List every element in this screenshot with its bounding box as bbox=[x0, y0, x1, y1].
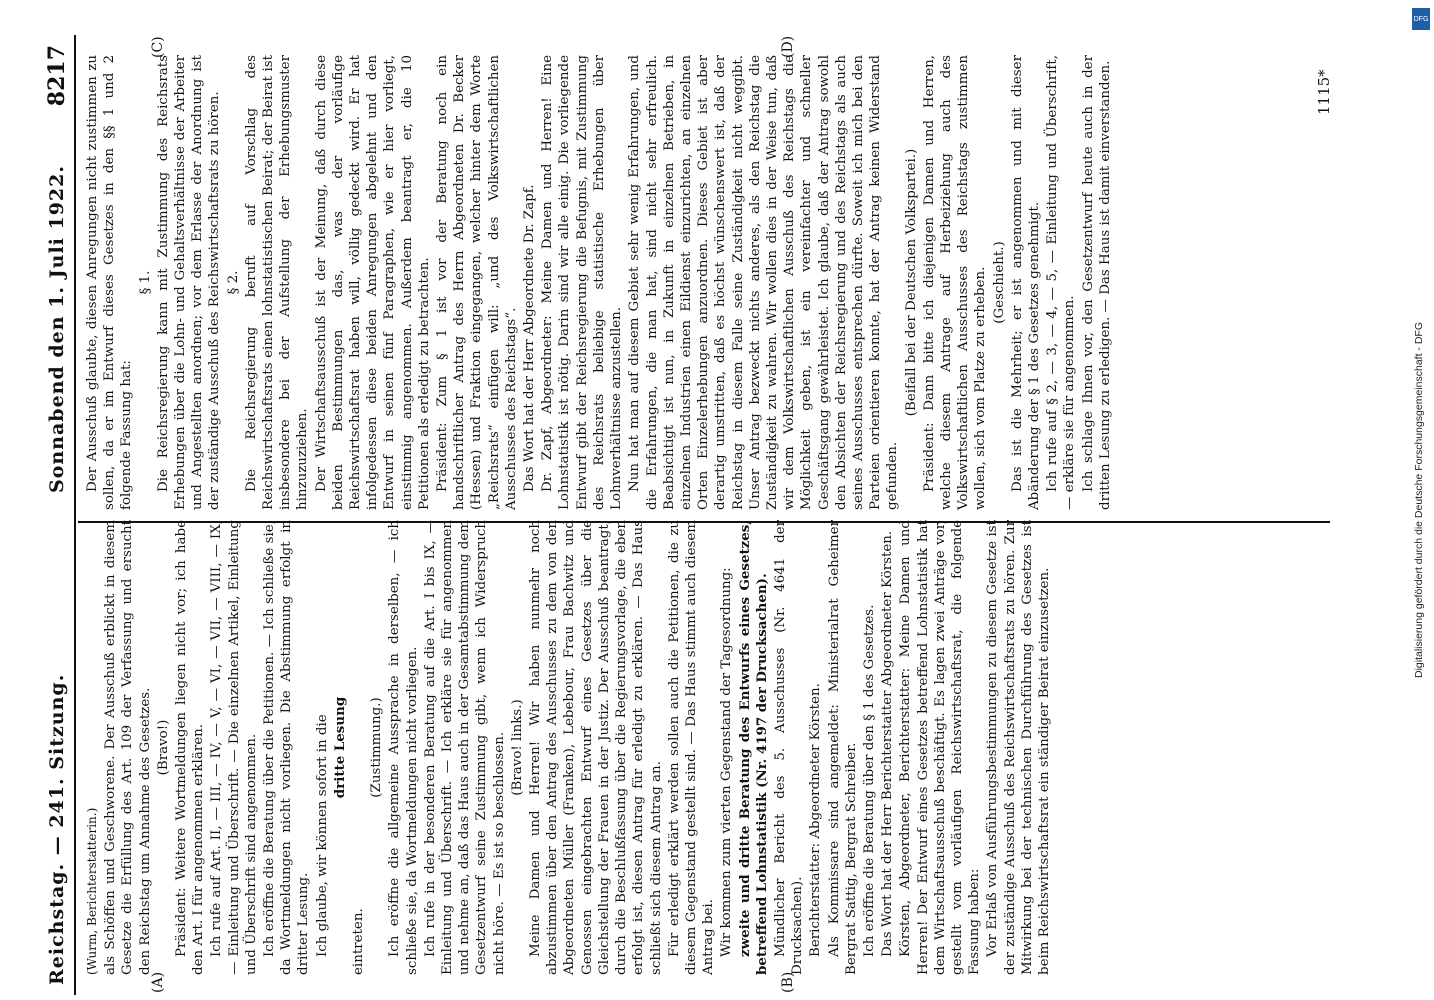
right-column bbox=[84, 55, 1320, 510]
margin-marker-a: (A) bbox=[150, 971, 166, 993]
paragraph: Ich schlage Ihnen vor, den Gesetzentwurf heute auch in der dritten Lesung zu erledigen. — Das Haus ist damit einverstanden. bbox=[1080, 55, 1113, 510]
digitization-credit bbox=[1408, 10, 1430, 990]
paragraph: Als Kommissare sind angemeldet: Ministerialrat Geheimer Bergrat Sattig, Bergrat Schreiber. bbox=[826, 520, 859, 975]
interjection: (Beifall bei der Deutschen Volkspartei.) bbox=[903, 148, 919, 417]
paragraph: Präsident: Weitere Wortmeldungen liegen nicht vor; ich habe den Art. I für angenommen erklären. bbox=[174, 520, 207, 975]
paragraph: eintreten. bbox=[351, 908, 367, 975]
paragraph: Das ist die Mehrheit; er ist angenommen und mit dieser Abänderung der § 1 des Gesetzes genehmigt. bbox=[1009, 55, 1042, 510]
paragraph: Präsident: Zum § 1 ist vor der Beratung noch ein handschriftlicher Antrag des Herrn Abgeordneten Dr. Becker (Hessen) und Fraktion eingegangen, welcher hinter dem Worte „Reichsrats“ einfügen will: „und des Volkswirtschaftlichen Ausschusses des Reichstags“. bbox=[435, 55, 519, 510]
paragraph: als Schöffen und Geschworene. Der Ausschuß erblickt in diesem Gesetze die Erfüllung des Art. 109 der Verfassung und ersucht den Reichstag um Annahme des Gesetzes. bbox=[103, 520, 153, 975]
margin-marker-b: (B) bbox=[780, 971, 796, 993]
running-header bbox=[40, 35, 76, 995]
document-page bbox=[40, 35, 1340, 995]
paragraph: Für erledigt erklärt werden sollen auch die Petitionen, die zu diesem Gegenstand gestellt sind. — Das Haus stimmt auch diesem Antrag bei. bbox=[666, 520, 717, 975]
paragraph: Das Wort hat der Herr Berichterstatter Abgeordneter Körsten. bbox=[880, 530, 896, 957]
interjection: (Geschieht.) bbox=[991, 241, 1007, 324]
header-right: Sonnabend den 1. Juli 1922. bbox=[46, 165, 68, 494]
sheet-signature: 1115* bbox=[1315, 69, 1333, 115]
interjection: (Zustimmung.) bbox=[369, 697, 385, 798]
dfg-logo-icon: DFG bbox=[1412, 8, 1430, 30]
credit-text: Digitalisierung gefördert durch die Deutsche Forschungsgemeinschaft - DFG bbox=[1413, 321, 1425, 679]
paragraph: Dr. Zapf, Abgeordneter: Meine Damen und Herren! Eine Lohnstatistik ist nötig. Darin sind wir alle einig. Die vorliegende Entwurf gibt der Reichsregierung die Befugnis, mit Zustimmung des Reichsrats beliebige statistische Erhebungen über Lohnverhältnisse anzustellen. bbox=[540, 55, 625, 510]
section-number: § 1. bbox=[137, 270, 153, 295]
section-heading: dritte Lesung bbox=[331, 696, 348, 799]
page-number: 8217 bbox=[44, 45, 70, 107]
section-number: § 2. bbox=[225, 270, 241, 295]
paragraph: Die Reichsregierung kann mit Zustimmung des Reichsrats Erhebungen über die Lohn- und Gehaltsverhältnisse der Arbeiter und Angestellten anordnen; vor dem Erlasse der Anordnung ist der zuständige Ausschuß des Reichswirtschaftsrats zu hören. bbox=[155, 55, 223, 510]
paragraph: Ich eröffne die Beratung über die Petitionen. — Ich schließe sie, da Wortmeldungen nicht vorliegen. Die Abstimmung erfolgt in dritter Lesung. bbox=[262, 520, 312, 975]
paragraph: Ich glaube, wir können sofort in die bbox=[314, 714, 330, 957]
paragraph: Präsident: Dann bitte ich diejenigen Damen und Herren, welche diesem Antrage auf Herbeiziehung auch des Volkswirtschaftlichen Ausschusses des Reichstags zustimmen wollen, sich vom Platze zu erheben. bbox=[921, 55, 989, 510]
paragraph: Meine Damen und Herren! Wir haben nunmehr noch abzustimmen über den Antrag des Ausschusses zu dem von den Abgeordneten Müller (Franken), Lebebour, Frau Bachwitz und Genossen eingebrachten Entwurf eines Gesetzes über die Gleichstellung der Frauen in der Justiz. Der Ausschuß beantragt, durch die Beschlußfassung über die Regierungsvorlage, die eben erfolgt ist, diesen Antrag für erledigt zu erklären. — Das Haus schließt sich diesem Antrag an. bbox=[528, 520, 664, 975]
paragraph: Ich rufe auf Art. II, — III, — IV, — V, — VI, — VII, — VIII, — IX, — Einleitung und Überschrift. — Die einzelnen Artikel, Einleitung und Überschrift sind angenommen. bbox=[209, 520, 259, 975]
paragraph: Körsten, Abgeordneter, Berichterstatter: Meine Damen und Herren! Der Entwurf eines Gesetzes betreffend Lohnstatistik hat dem Wirtschaftsausschuß beschäftigt. Es lagen zwei Anträge vor, gestellt vom vorläufigen Reichswirtschaftsrat, die folgende Fassung haben: bbox=[898, 520, 983, 975]
interjection: (Bravo! links.) bbox=[509, 699, 525, 796]
paragraph: Ich rufe in der besonderen Beratung auf die Art. I bis IX, — Einleitung und Überschrift. — Ich erkläre sie für angenommen und nehme an, daß das Haus auch in der Gesamtabstimmung dem Gesetzentwurf seine Zustimmung gibt, wenn ich Widerspruch nicht höre. — Es ist so beschlossen. bbox=[422, 520, 507, 975]
paragraph: Mündlicher Bericht des 5. Ausschusses (Nr. 4641 der Drucksachen). bbox=[772, 520, 806, 975]
left-column bbox=[84, 520, 1320, 975]
paragraph: Der Wirtschaftsausschuß ist der Meinung, daß durch diese beiden Bestimmungen das, was der vorläufige Reichswirtschaftsrat haben will, völlig gedeckt wird. Er hat infolgedessen diese beiden Anregungen abgelehnt und den Entwurf in seinen fünf Paragraphen, wie er hier vorliegt, einstimmig angenommen. Außerdem beantragt er, die 10 Petitionen als erledigt zu betrachten. bbox=[313, 55, 432, 510]
paragraph: Ich eröffne die Beratung über den § 1 des Gesetzes. bbox=[861, 604, 877, 957]
paragraph: Nun hat man auf diesem Gebiet sehr wenig Erfahrungen, und die Erfahrungen, die man hat, sind nicht sehr erfreulich. Beabsichtigt ist nun, in Zukunft in einzelnen Betrieben, in einzelnen Industrien einen Eildienst einzurichten, an einzelnen Orten Einzelerhebungen anzuordnen. Dieses Gebiet ist aber derartig umstritten, daß es höchst wünschenswert ist, daß der Reichstag in diesem Falle seine Zuständigkeit nicht weggibt. Unser Antrag bezweckt nichts anderes, als den Reichstag die Zuständigkeit zu wahren. Wir wollen dies in der Weise tun, daß wir dem Volkswirtschaftlichen Ausschuß des Reichstags die Möglichkeit geben, ist ein vereinfachter und schneller Geschäftsgang gewährleistet. Ich glaube, daß der Antrag sowohl den Absichten der Reichsregierung und des Reichstags als auch seines Ausschusses entsprechen dürfte. Soweit ich mich bei den Parteien orientieren konnte, hat der Antrag keinen Widerstand gefunden. bbox=[627, 55, 901, 510]
rotated-page bbox=[40, 35, 1340, 995]
paragraph: Die Reichsregierung beruft auf Vorschlag des Reichswirtschaftsrats einen lohnstatistischen Beirat; der Beirat ist insbesondere bei der Aufstellung der Erhebungsmuster hinzuzuziehen. bbox=[243, 55, 311, 510]
interjection: (Bravo!) bbox=[155, 719, 171, 776]
paragraph: Ich rufe auf § 2, — 3, — 4, — 5, — Einleitung und Überschrift, — erkläre sie für angenommen. bbox=[1045, 55, 1078, 510]
paragraph: Wir kommen zum vierten Gegenstand der Tagesordnung: bbox=[719, 567, 735, 957]
margin-marker-d: (D) bbox=[780, 35, 796, 58]
paragraph: Der Ausschuß glaubte, diesen Anregungen nicht zustimmen zu sollen, da er im Entwurf dieses Gesetzes in den §§ 1 und 2 folgende Fassung hat: bbox=[85, 55, 135, 510]
agenda-item: zweite und dritte Beratung des Entwurfs eines Gesetzes, betreffend Lohnstatistik (Nr. 4197 der Drucksachen). bbox=[736, 520, 770, 975]
header-left: Reichstag. — 241. Sitzung. bbox=[46, 673, 68, 985]
paragraph: Berichterstatter: Abgeordneter Körsten. bbox=[808, 683, 824, 957]
margin-marker-c: (C) bbox=[150, 36, 166, 58]
paragraph: Vor Erlaß von Ausführungsbestimmungen zu diesem Gesetze ist der zuständige Ausschuß des Reichswirtschaftsrats zu hören. Zur Mitwirkung bei der technischen Durchführung des Gesetzes ist beim Reichswirtschaftsrat ein ständiger Beirat einzusetzen. bbox=[985, 520, 1052, 975]
paragraph: Das Wort hat der Herr Abgeordnete Dr. Zapf. bbox=[522, 184, 538, 492]
paragraph: Ich eröffne die allgemeine Aussprache in derselben, — ich schließe sie, da Wortmeldungen nicht vorliegen. bbox=[387, 520, 420, 975]
speaker-continuation: (Wurm, Berichterstatterin.) bbox=[85, 807, 99, 975]
